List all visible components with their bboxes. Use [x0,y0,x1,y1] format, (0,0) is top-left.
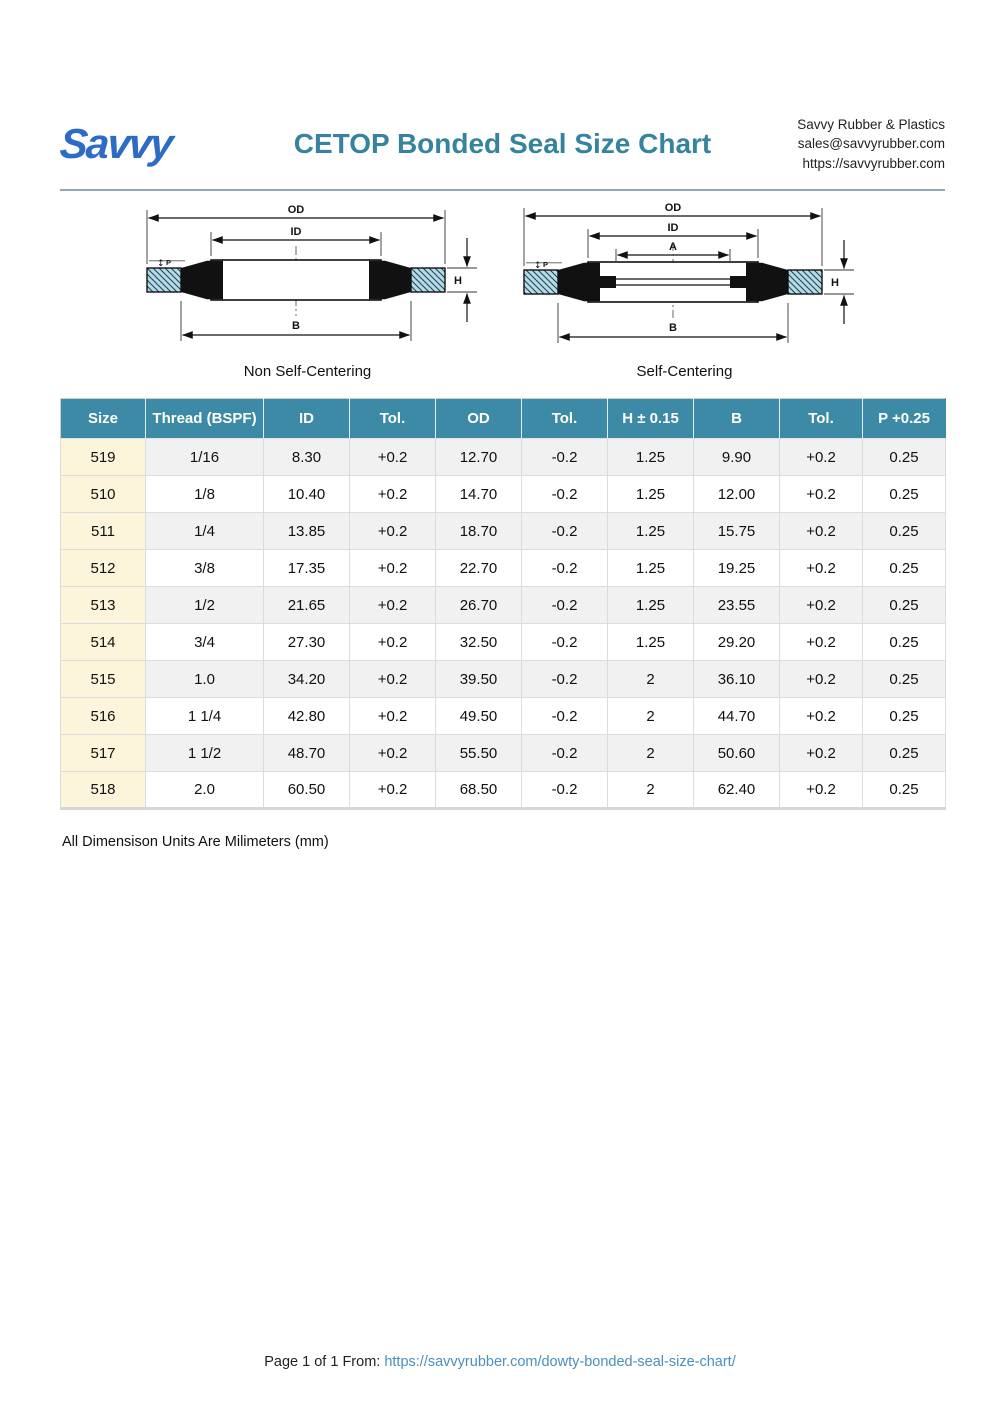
value-cell: 1.25 [608,587,694,624]
table-row [61,476,946,513]
value-cell: 49.50 [436,698,522,735]
value-cell: +0.2 [780,624,863,661]
metal-washer-right [788,270,822,294]
value-cell: 55.50 [436,735,522,772]
company-logo: Savvy [58,120,174,167]
value-cell: 2 [608,661,694,698]
value-cell: 42.80 [264,698,350,735]
value-cell: +0.2 [350,698,436,735]
size-cell: 513 [61,587,146,624]
company-name: Savvy Rubber & Plastics [797,116,945,132]
column-header: B [694,399,780,439]
page-header [60,108,945,180]
value-cell: 62.40 [694,772,780,809]
seal-cross-section-drawing [135,202,480,354]
value-cell: +0.2 [780,550,863,587]
column-header: Tol. [780,399,863,439]
value-cell: 1.25 [608,476,694,513]
value-cell: 34.20 [264,661,350,698]
value-cell: 8.30 [264,439,350,476]
column-header: P +0.25 [863,399,946,439]
value-cell: +0.2 [780,476,863,513]
od-label: OD [664,202,682,214]
table-row [61,439,946,476]
value-cell: 2 [608,698,694,735]
value-cell: +0.2 [780,587,863,624]
p-label: P [166,258,172,267]
column-header: Tol. [522,399,608,439]
value-cell: +0.2 [350,550,436,587]
value-cell: 2 [608,772,694,809]
value-cell: 12.00 [694,476,780,513]
rubber-body [211,260,381,300]
value-cell: +0.2 [350,439,436,476]
value-cell: 29.20 [694,624,780,661]
size-cell: 518 [61,772,146,809]
value-cell: 32.50 [436,624,522,661]
value-cell: 1 1/4 [146,698,264,735]
value-cell: 9.90 [694,439,780,476]
column-header: OD [436,399,522,439]
table-row [61,587,946,624]
value-cell: 27.30 [264,624,350,661]
size-cell: 514 [61,624,146,661]
value-cell: +0.2 [780,735,863,772]
value-cell: -0.2 [522,513,608,550]
company-email: sales@savvyrubber.com [797,136,945,152]
value-cell: +0.2 [350,587,436,624]
value-cell: 14.70 [436,476,522,513]
seal-cross-section-drawing [512,202,857,354]
table-row [61,513,946,550]
value-cell: 1/16 [146,439,264,476]
value-cell: 21.65 [264,587,350,624]
value-cell: +0.2 [780,661,863,698]
value-cell: -0.2 [522,661,608,698]
table-row [61,624,946,661]
value-cell: 1/4 [146,513,264,550]
value-cell: 39.50 [436,661,522,698]
rubber-left [181,261,223,299]
od-dimension [524,202,822,266]
value-cell: -0.2 [522,476,608,513]
column-header: Tol. [350,399,436,439]
value-cell: +0.2 [780,772,863,809]
size-cell: 519 [61,439,146,476]
table-row [61,661,946,698]
a-label: A [669,241,677,253]
value-cell: 44.70 [694,698,780,735]
size-cell: 510 [61,476,146,513]
source-link[interactable]: https://savvyrubber.com/dowty-bonded-seal-size-chart/ [384,1354,736,1370]
value-cell: 18.70 [436,513,522,550]
value-cell: 0.25 [863,698,946,735]
value-cell: +0.2 [350,476,436,513]
diagram-caption: Self-Centering [636,363,733,380]
value-cell: 1.25 [608,439,694,476]
value-cell: 1/8 [146,476,264,513]
value-cell: 12.70 [436,439,522,476]
size-cell: 516 [61,698,146,735]
value-cell: -0.2 [522,624,608,661]
value-cell: 68.50 [436,772,522,809]
size-cell: 511 [61,513,146,550]
company-website: https://savvyrubber.com [802,155,945,171]
value-cell: 0.25 [863,735,946,772]
value-cell: 1/2 [146,587,264,624]
value-cell: +0.2 [350,513,436,550]
value-cell: -0.2 [522,772,608,809]
value-cell: 0.25 [863,624,946,661]
column-header: ID [264,399,350,439]
value-cell: 0.25 [863,513,946,550]
units-note: All Dimensison Units Are Milimeters (mm) [62,834,329,850]
value-cell: 10.40 [264,476,350,513]
p-label: P [543,260,549,269]
value-cell: +0.2 [780,439,863,476]
value-cell: 15.75 [694,513,780,550]
table-row [61,772,946,809]
value-cell: 0.25 [863,476,946,513]
diagram-non-self-centering [135,202,480,380]
id-label: ID [290,226,302,238]
value-cell: +0.2 [350,661,436,698]
diagram-self-centering [512,202,857,380]
value-cell: 0.25 [863,550,946,587]
column-header: H ± 0.15 [608,399,694,439]
id-label: ID [667,222,679,234]
metal-washer-left [147,268,181,292]
value-cell: 19.25 [694,550,780,587]
value-cell: +0.2 [350,772,436,809]
value-cell: 50.60 [694,735,780,772]
table-body [61,439,946,809]
p-arrows: ↕ [534,261,542,271]
value-cell: 0.25 [863,587,946,624]
table-row [61,735,946,772]
page-footer [0,1354,1000,1370]
h-dimension [447,238,477,322]
column-header: Thread (BSPF) [146,399,264,439]
value-cell: -0.2 [522,550,608,587]
seal-size-table [60,398,946,810]
table-row [61,550,946,587]
value-cell: 13.85 [264,513,350,550]
value-cell: -0.2 [522,735,608,772]
metal-washer-left [524,270,558,294]
rubber-right [746,263,788,301]
size-cell: 512 [61,550,146,587]
value-cell: 0.25 [863,439,946,476]
b-label: B [669,322,677,334]
value-cell: 3/4 [146,624,264,661]
value-cell: +0.2 [780,698,863,735]
value-cell: 23.55 [694,587,780,624]
value-cell: 1.0 [146,661,264,698]
contact-block [730,115,945,174]
value-cell: 2.0 [146,772,264,809]
b-dimension [181,301,411,341]
table-header-row [61,399,946,439]
diagram-caption: Non Self-Centering [243,363,372,380]
value-cell: 26.70 [436,587,522,624]
value-cell: 36.10 [694,661,780,698]
value-cell: 1.25 [608,550,694,587]
page-title: CETOP Bonded Seal Size Chart [293,128,712,159]
p-arrows: ↕ [157,259,165,269]
h-dimension [824,240,854,324]
table-row [61,698,946,735]
value-cell: -0.2 [522,698,608,735]
value-cell: +0.2 [350,735,436,772]
metal-washer-right [411,268,445,292]
value-cell: 1.25 [608,513,694,550]
value-cell: +0.2 [780,513,863,550]
size-cell: 515 [61,661,146,698]
value-cell: +0.2 [350,624,436,661]
od-label: OD [287,204,305,216]
value-cell: 17.35 [264,550,350,587]
h-label: H [454,275,462,287]
header-divider [60,189,945,191]
value-cell: -0.2 [522,587,608,624]
value-cell: 0.25 [863,772,946,809]
rubber-right [369,261,411,299]
value-cell: 1 1/2 [146,735,264,772]
b-label: B [292,320,300,332]
h-label: H [831,277,839,289]
b-dimension [558,303,788,343]
value-cell: 0.25 [863,661,946,698]
value-cell: 60.50 [264,772,350,809]
rubber-left [558,263,600,301]
value-cell: 3/8 [146,550,264,587]
value-cell: 1.25 [608,624,694,661]
value-cell: 48.70 [264,735,350,772]
value-cell: -0.2 [522,439,608,476]
column-header: Size [61,399,146,439]
value-cell: 2 [608,735,694,772]
value-cell: 22.70 [436,550,522,587]
page-number-text: Page 1 of 1 From: [264,1354,385,1370]
size-cell: 517 [61,735,146,772]
